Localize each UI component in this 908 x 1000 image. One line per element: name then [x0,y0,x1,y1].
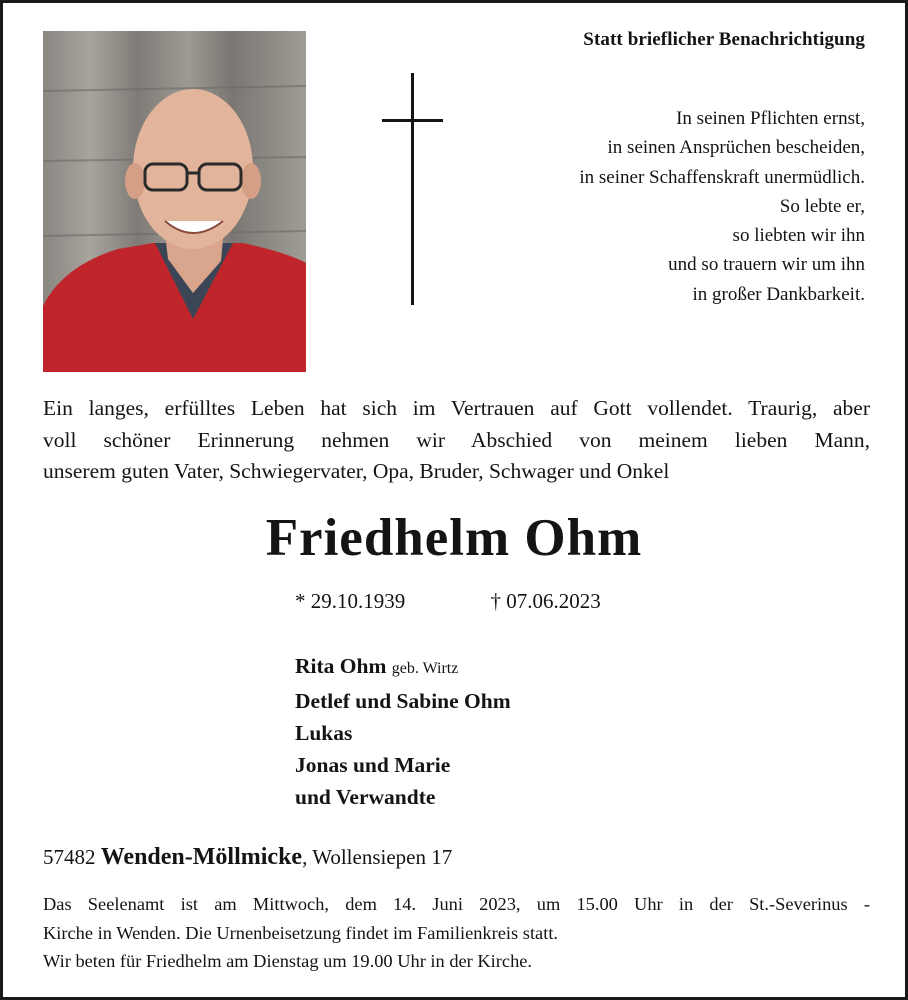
cross-icon [382,73,446,305]
verse-line: in seinen Ansprüchen bescheiden, [607,137,865,159]
portrait-illustration [43,31,306,372]
city: Wenden-Möllmicke [100,844,303,870]
verse-line: So lebte er, [779,195,865,217]
memorial-verse [445,104,865,309]
life-dates [295,589,601,614]
intro-line: Ein langes, erfülltes Leben hat sich im Vertrauen auf Gott vollendet. Traurig, aber [43,396,870,420]
wife-maiden-name: geb. Wirtz [391,660,459,677]
mourners-list [295,650,511,813]
verse-line: in großer Dankbarkeit. [692,283,865,305]
intro-text [43,393,870,488]
wife-name: Rita Ohm [295,654,387,678]
mourner: Jonas und Marie [295,753,451,777]
birth-date: * 29.10.1939 [295,589,406,613]
service-info [43,890,870,976]
service-line: Wir beten für Friedhelm am Dienstag um 19.00 Uhr in der Kirche. [43,951,533,972]
header-note: Statt brieflicher Benachrichtigung [583,29,865,50]
verse-line: so liebten wir ihn [732,225,865,247]
mourner: Lukas [295,721,353,745]
verse-line: in seiner Schaffenskraft unermüdlich. [579,166,865,188]
service-line: Kirche in Wenden. Die Urnenbeisetzung findet im Familienkreis statt. [43,922,559,943]
mourner-wife [295,650,511,685]
intro-line: unserem guten Vater, Schwiegervater, Opa, Bruder, Schwager und Onkel [43,459,670,483]
mourner: Detlef und Sabine Ohm [295,689,511,713]
portrait-photo [43,31,306,372]
service-line: Das Seelenamt ist am Mittwoch, dem 14. Juni 2023, um 15.00 Uhr in der St.-Severinus - [43,894,870,914]
death-date: † 07.06.2023 [490,589,601,613]
intro-line: voll schöner Erinnerung nehmen wir Abschied von meinem lieben Mann, [43,427,870,452]
address [43,844,452,871]
street: , Wollensiepen 17 [302,845,453,869]
postcode: 57482 [43,845,96,869]
deceased-name: Friedhelm Ohm [265,509,643,567]
verse-line: und so trauern wir um ihn [668,254,865,276]
verse-line: In seinen Pflichten ernst, [676,108,865,129]
mourner: und Verwandte [295,785,436,809]
